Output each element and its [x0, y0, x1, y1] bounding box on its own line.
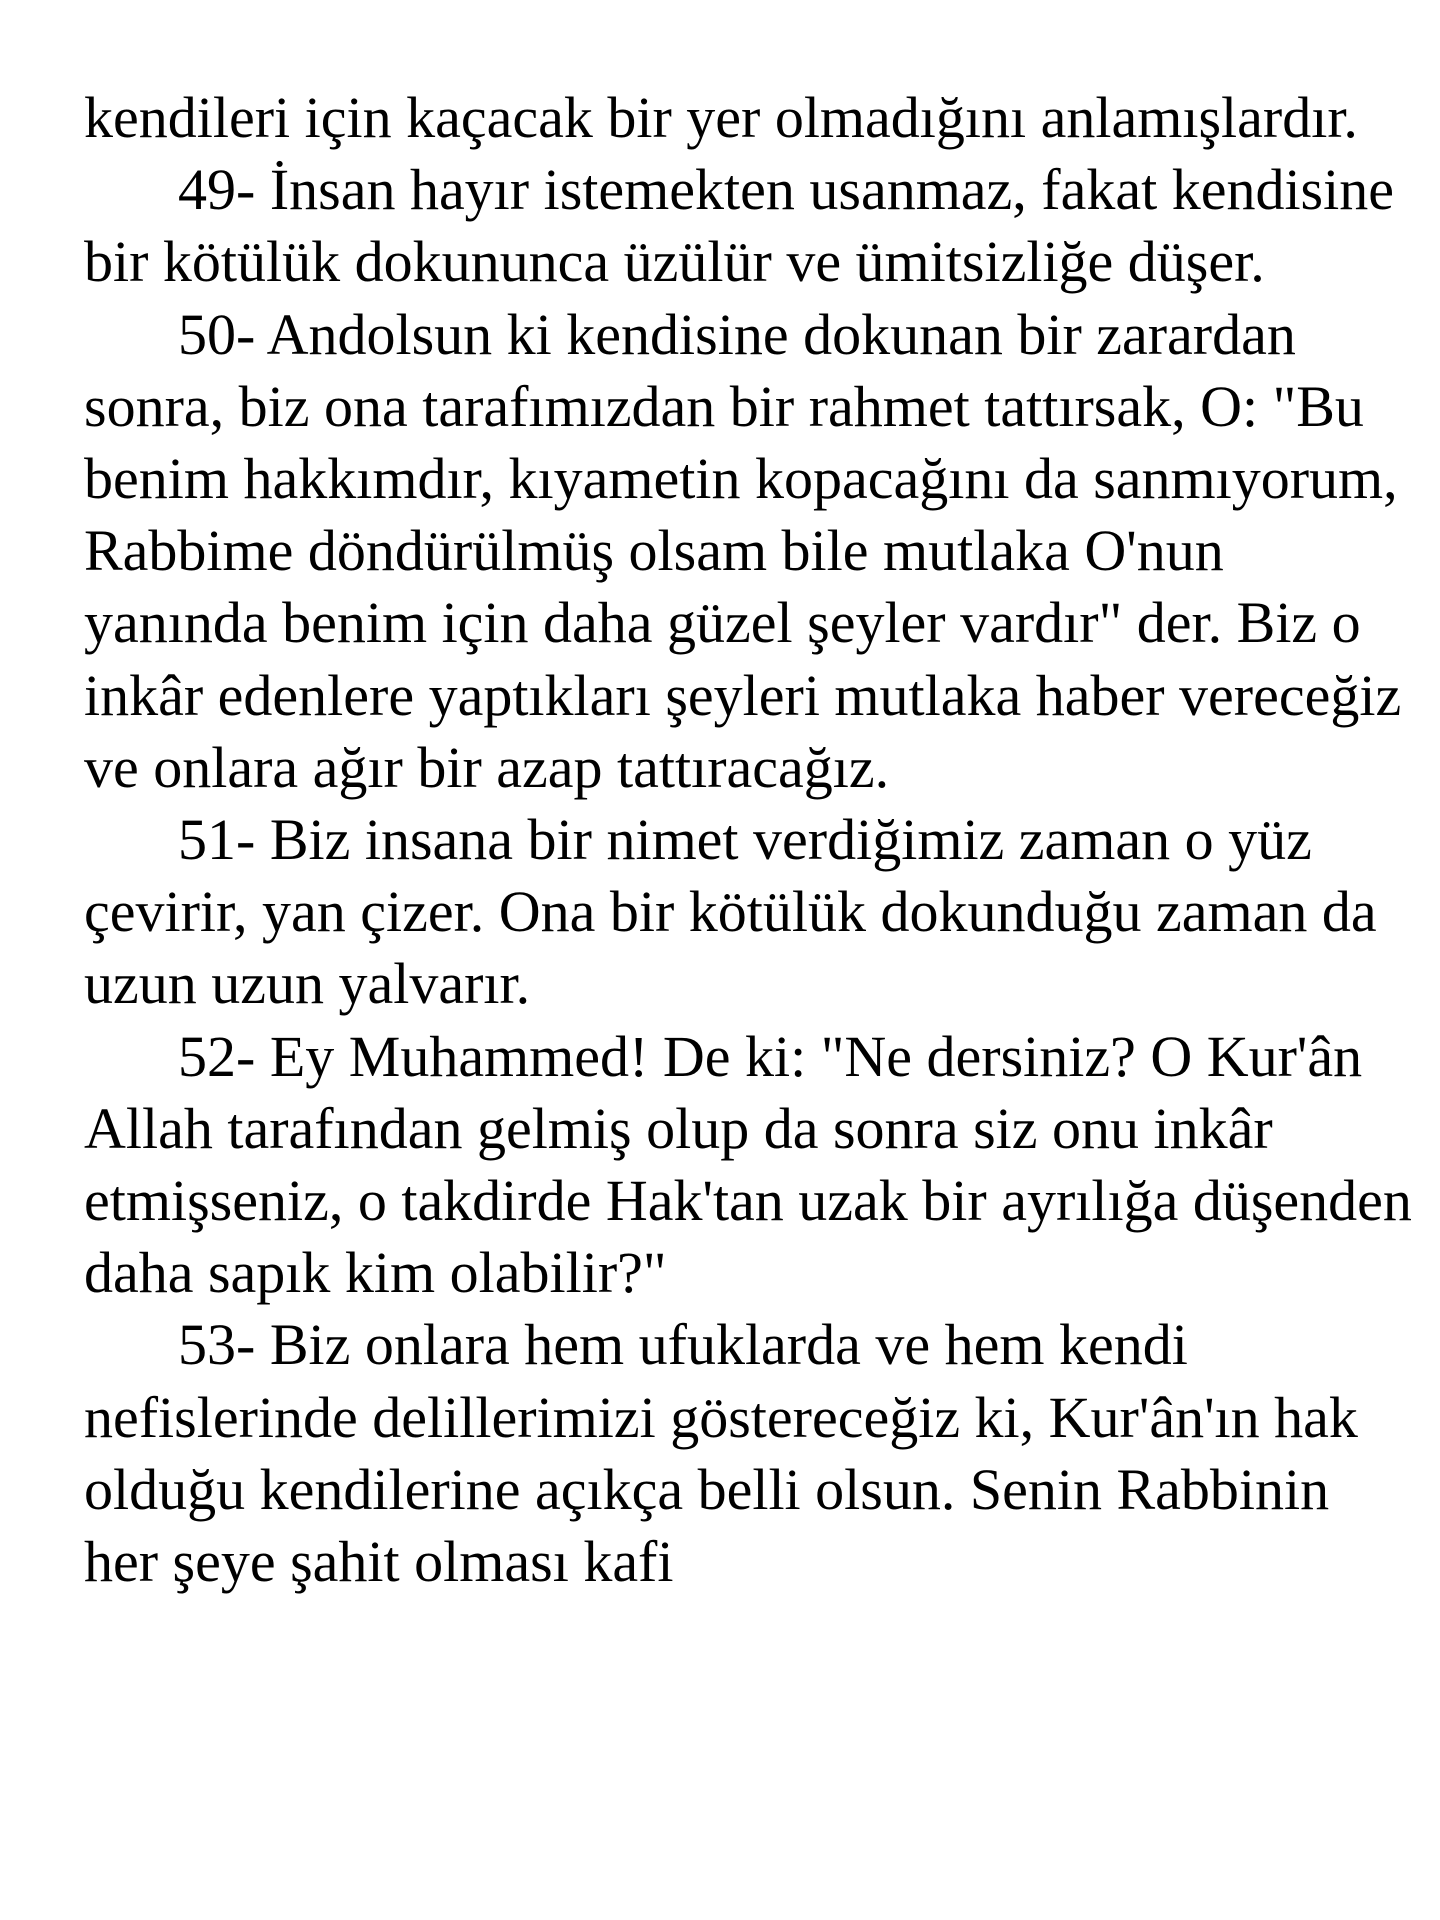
- verse-53: 53- Biz onlara hem ufuklarda ve hem kendi nefislerinde delillerimizi göstereceğiz ki, Kur'ân'ın hak olduğu kendilerine açıkça belli olsun. Senin Rabbinin her şeye şahit olması kafi: [84, 1312, 1358, 1595]
- verse-51: 51- Biz insana bir nimet verdiğimiz zaman o yüz çevirir, yan çizer. Ona bir kötülük dokunduğu zaman da uzun uzun yalvarır.: [84, 807, 1377, 1017]
- verse-52: 52- Ey Muhammed! De ki: "Ne dersiniz? O Kur'ân Allah tarafından gelmiş olup da sonra siz onu inkâr etmişseniz, o takdirde Hak'tan uzak bir ayrılığa düşenden daha sapık kim olabilir?": [84, 1023, 1412, 1306]
- verse-50: 50- Andolsun ki kendisine dokunan bir zarardan sonra, biz ona tarafımızdan bir rahmet tattırsak, O: "Bu benim hakkımdır, kıyametin kopacağını da sanmıyorum, Rabbime döndürülmüş olsam bile mutlaka O'nun yanında benim için daha güzel şeyler vardır" der. Biz o inkâr edenlere yaptıkları şeyleri mutlaka haber vereceğiz ve onlara ağır bir azap tattıracağız.: [84, 301, 1402, 800]
- verse-49: 49- İnsan hayır istemekten usanmaz, fakat kendisine bir kötülük dokununca üzülür ve ümitsizliğe düşer.: [84, 157, 1394, 295]
- document-page: [84, 82, 1414, 1598]
- paragraph-continuation: kendileri için kaçacak bir yer olmadığını anlamışlardır.: [84, 85, 1358, 150]
